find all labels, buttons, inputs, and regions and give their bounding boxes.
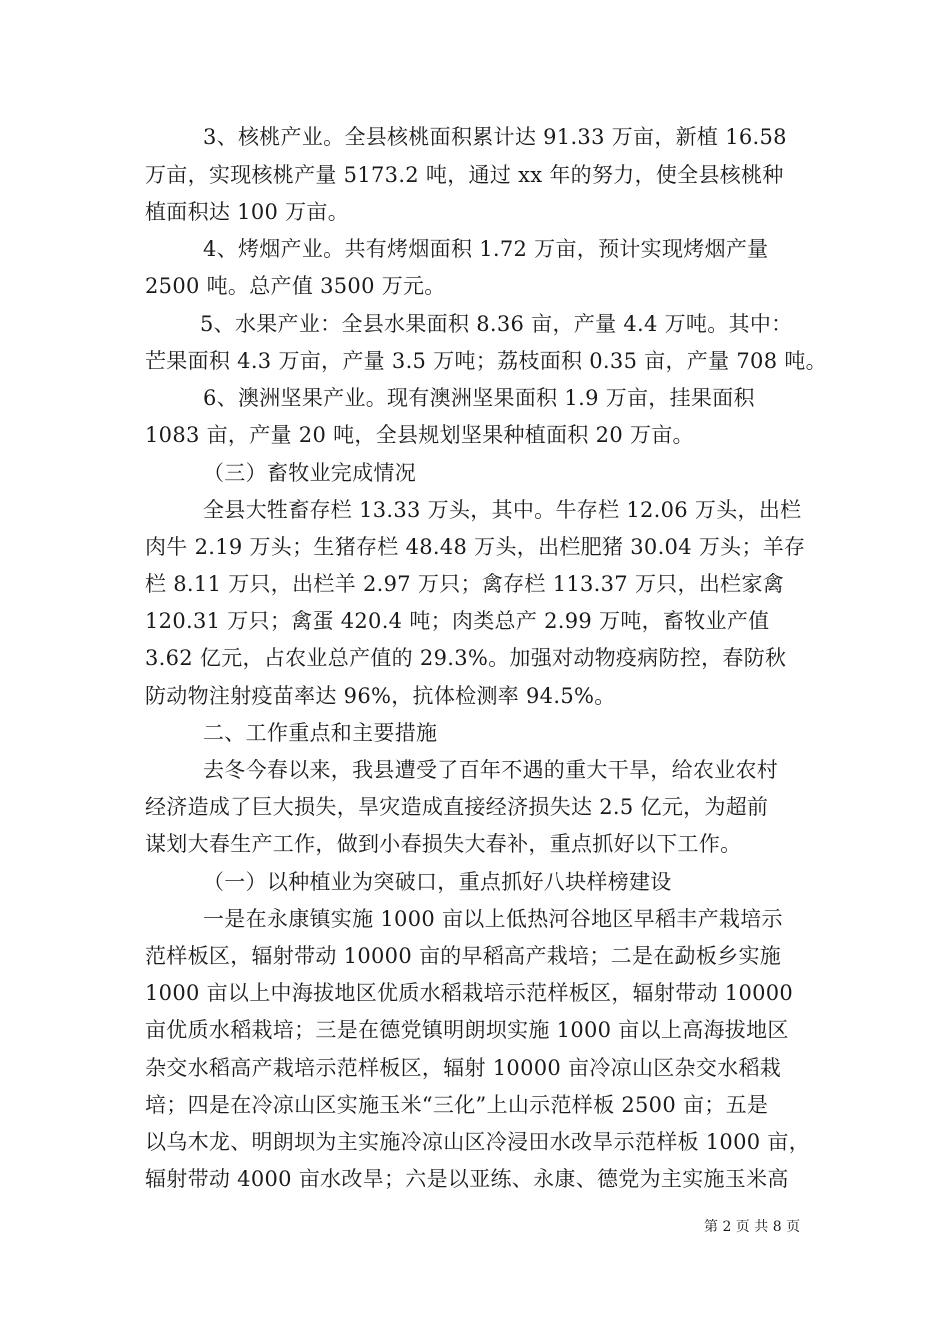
section-heading: （一）以种植业为突破口，重点抓好八块样榜建设: [203, 870, 672, 894]
text-line: 栏 8.11 万只，出栏羊 2.97 万只；禽存栏 113.37 万只，出栏家禽: [145, 572, 785, 596]
section-heading: 二、工作重点和主要措施: [203, 721, 438, 745]
text-line: 4、烤烟产业。共有烤烟面积 1.72 万亩，预计实现烤烟产量: [203, 237, 769, 261]
text-line: 经济造成了巨大损失，旱灾造成直接经济损失达 2.5 亿元，为超前: [145, 795, 769, 819]
section-heading: （三）畜牧业完成情况: [203, 461, 416, 485]
text-line: 6、澳洲坚果产业。现有澳洲坚果面积 1.9 万亩，挂果面积: [203, 386, 755, 410]
text-line: 3、核桃产业。全县核桃面积累计达 91.33 万亩，新植 16.58: [203, 125, 787, 149]
text-line: 全县大牲畜存栏 13.33 万头，其中。牛存栏 12.06 万头，出栏: [203, 498, 802, 522]
text-line: 杂交水稻高产栽培示范样板区，辐射 10000 亩冷凉山区杂交水稻栽: [145, 1056, 782, 1080]
text-line: 亩优质水稻栽培；三是在德党镇明朗坝实施 1000 亩以上高海拔地区: [145, 1018, 789, 1042]
text-line: 肉牛 2.19 万头；生猪存栏 48.48 万头，出栏肥猪 30.04 万头；羊存: [145, 535, 806, 559]
text-line: 1000 亩以上中海拔地区优质水稻栽培示范样板区，辐射带动 10000: [145, 981, 794, 1005]
text-line: 以乌木龙、明朗坝为主实施冷凉山区冷浸田水改旱示范样板 1000 亩，: [145, 1130, 810, 1154]
text-line: 5、水果产业：全县水果面积 8.36 亩，产量 4.4 万吨。其中：: [200, 312, 793, 336]
text-line: 辐射带动 4000 亩水改旱；六是以亚练、永康、德党为主实施玉米高: [145, 1167, 789, 1191]
text-line: 3.62 亿元，占农业总产值的 29.3%。加强对动物疫病防控，春防秋: [145, 646, 787, 670]
text-line: 一是在永康镇实施 1000 亩以上低热河谷地区早稻丰产栽培示: [203, 907, 783, 931]
text-line: 万亩，实现核桃产量 5173.2 吨，通过 xx 年的努力，使全县核桃种: [145, 163, 784, 187]
text-line: 范样板区，辐射带动 10000 亩的早稻高产栽培；二是在勐板乡实施: [145, 944, 782, 968]
text-line: 去冬今春以来，我县遭受了百年不遇的重大干旱，给农业农村: [203, 758, 779, 782]
text-line: 1083 亩，产量 20 吨，全县规划坚果种植面积 20 万亩。: [145, 423, 694, 447]
text-line: 120.31 万只；禽蛋 420.4 吨；肉类总产 2.99 万吨，畜牧业产值: [145, 609, 770, 633]
text-line: 谋划大春生产工作，做到小春损失大春补，重点抓好以下工作。: [145, 832, 742, 856]
text-line: 2500 吨。总产值 3500 万元。: [145, 274, 446, 298]
text-line: 芒果面积 4.3 万亩，产量 3.5 万吨；荔枝面积 0.35 亩，产量 708 吨。: [145, 349, 827, 373]
text-line: 植面积达 100 万亩。: [145, 200, 350, 224]
page-number: 第 2 页 共 8 页: [704, 1219, 801, 1235]
text-line: 防动物注射疫苗率达 96%，抗体检测率 94.5%。: [145, 684, 616, 708]
text-line: 培；四是在冷凉山区实施玉米“三化”上山示范样板 2500 亩；五是: [145, 1093, 769, 1117]
